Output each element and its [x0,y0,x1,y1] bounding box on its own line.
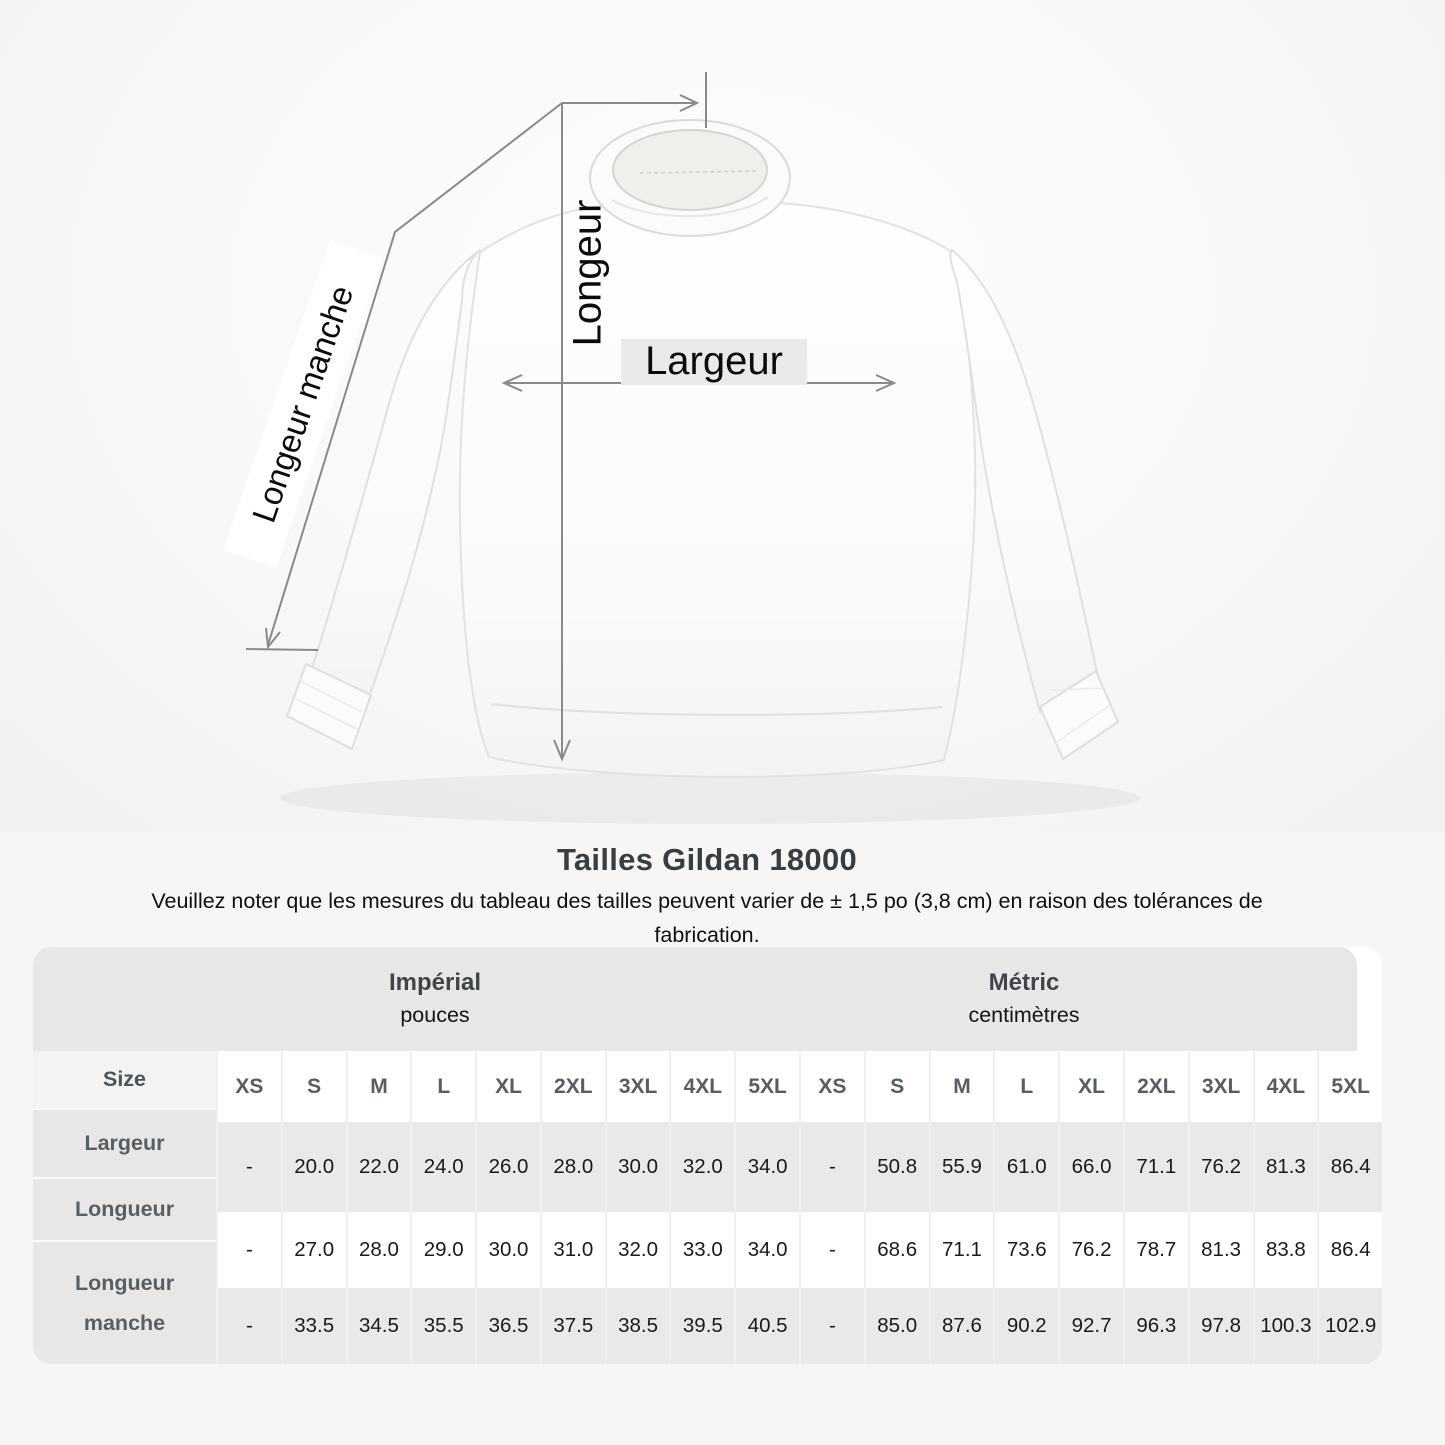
value-cell: - [801,1122,864,1212]
row-label-largeur [33,1108,216,1177]
page-title: Tailles Gildan 18000 [556,842,858,877]
value-cell: 96.3 [1125,1288,1188,1364]
size-column-imperial-3xl [605,1051,670,1364]
value-cell: 35.5 [412,1288,475,1364]
metric-unit-sub: centimètres [968,1003,1080,1027]
size-col-header: 2XL [542,1051,605,1122]
value-cell: 33.0 [671,1212,734,1288]
row-label-text: Longueur manche [74,1271,175,1335]
size-column-metric-2xl [1123,1051,1188,1364]
value-cell: 85.0 [866,1288,929,1364]
value-cell: 87.6 [931,1288,994,1364]
imperial-unit-header [389,968,481,1032]
tolerance-note-line1: Veuillez noter que les mesures du tableau des tailles peuvent varier de ± 1,5 po (3,8 cm) en raison des tolérances de [151,889,1263,913]
value-cell: 24.0 [412,1122,475,1212]
value-cell: 97.8 [1190,1288,1253,1364]
value-cell: - [218,1122,281,1212]
value-cell: - [801,1212,864,1288]
size-column-imperial-xl [475,1051,540,1364]
value-cell: 36.5 [477,1288,540,1364]
size-col-header: 2XL [1125,1051,1188,1122]
value-cell: 90.2 [995,1288,1058,1364]
value-cell: 32.0 [671,1122,734,1212]
value-cell: 61.0 [995,1122,1058,1212]
size-col-header: 3XL [607,1051,670,1122]
row-label-text: Largeur [84,1131,165,1155]
tolerance-note [0,884,1414,952]
value-cell: 40.5 [736,1288,799,1364]
size-col-header: 5XL [1319,1051,1382,1122]
collar-opening [613,130,767,210]
sweatshirt-body [460,203,975,777]
value-cell: 22.0 [348,1122,411,1212]
size-column-metric-xl [1058,1051,1123,1364]
value-cell: 102.9 [1319,1288,1382,1364]
value-cell: 76.2 [1060,1212,1123,1288]
size-column-metric-3xl [1188,1051,1253,1364]
value-cell: 38.5 [607,1288,670,1364]
value-cell: 34.5 [348,1288,411,1364]
size-col-header: M [931,1051,994,1122]
value-cell: 37.5 [542,1288,605,1364]
size-column-metric-m [929,1051,994,1364]
size-column-imperial-5xl [734,1051,799,1364]
size-col-header: S [283,1051,346,1122]
value-cell: 71.1 [1125,1122,1188,1212]
size-col-header: L [412,1051,475,1122]
size-col-header: XS [801,1051,864,1122]
value-cell: 32.0 [607,1212,670,1288]
size-col-header: 3XL [1190,1051,1253,1122]
size-col-header: 5XL [736,1051,799,1122]
value-cell: - [218,1212,281,1288]
value-cell: - [218,1288,281,1364]
value-cell: 66.0 [1060,1122,1123,1212]
value-cell: 73.6 [995,1212,1058,1288]
width-dimension-label: Largeur [621,339,807,385]
length-dimension-label: Longeur [565,199,610,347]
metric-unit-name: Métric [988,969,1060,996]
value-cell: 26.0 [477,1122,540,1212]
value-cell: 86.4 [1319,1122,1382,1212]
value-cell: 28.0 [542,1122,605,1212]
value-cell: 92.7 [1060,1288,1123,1364]
metric-unit-header [968,968,1079,1032]
sleeve-dimension-label: Longeur manche [223,240,383,568]
value-cell: 81.3 [1255,1122,1318,1212]
size-column-imperial-l [410,1051,475,1364]
row-label-longueur [33,1177,216,1240]
size-col-header: XL [1060,1051,1123,1122]
size-table [33,947,1382,1364]
size-corner-cell [33,1051,216,1108]
size-grid [216,1051,1382,1364]
row-label-longueur-manche [33,1240,216,1364]
value-cell: 33.5 [283,1288,346,1364]
value-cell: 27.0 [283,1212,346,1288]
value-cell: 55.9 [931,1122,994,1212]
size-col-header: M [348,1051,411,1122]
size-column-imperial-xs [216,1051,281,1364]
value-cell: 30.0 [477,1212,540,1288]
tolerance-note-line2: fabrication. [654,923,760,947]
value-cell: 34.0 [736,1212,799,1288]
size-col-header: L [995,1051,1058,1122]
garment-shadow [280,772,1140,824]
size-col-header: XS [218,1051,281,1122]
value-cell: 20.0 [283,1122,346,1212]
value-cell: 100.3 [1255,1288,1318,1364]
size-column-metric-4xl [1253,1051,1318,1364]
row-label-text: Longueur [74,1197,175,1221]
value-cell: 50.8 [866,1122,929,1212]
row-label-column [33,1051,216,1364]
size-corner-label: Size [102,1067,147,1091]
size-col-header: 4XL [671,1051,734,1122]
value-cell: 31.0 [542,1212,605,1288]
value-cell: - [801,1288,864,1364]
unit-header-strip [33,947,1357,1051]
value-cell: 71.1 [931,1212,994,1288]
value-cell: 29.0 [412,1212,475,1288]
value-cell: 30.0 [607,1122,670,1212]
value-cell: 34.0 [736,1122,799,1212]
imperial-unit-name: Impérial [388,969,482,996]
size-column-metric-s [864,1051,929,1364]
size-column-imperial-m [346,1051,411,1364]
size-col-header: 4XL [1255,1051,1318,1122]
value-cell: 86.4 [1319,1212,1382,1288]
size-column-metric-xs [799,1051,864,1364]
value-cell: 81.3 [1190,1212,1253,1288]
size-col-header: S [866,1051,929,1122]
size-column-metric-5xl [1317,1051,1382,1364]
size-col-header: XL [477,1051,540,1122]
value-cell: 83.8 [1255,1212,1318,1288]
sleeve-end-tick [246,649,318,650]
value-cell: 39.5 [671,1288,734,1364]
value-cell: 76.2 [1190,1122,1253,1212]
imperial-unit-sub: pouces [400,1003,470,1027]
size-column-metric-l [993,1051,1058,1364]
value-cell: 28.0 [348,1212,411,1288]
size-column-imperial-2xl [540,1051,605,1364]
size-column-imperial-s [281,1051,346,1364]
value-cell: 78.7 [1125,1212,1188,1288]
value-cell: 68.6 [866,1212,929,1288]
size-column-imperial-4xl [669,1051,734,1364]
